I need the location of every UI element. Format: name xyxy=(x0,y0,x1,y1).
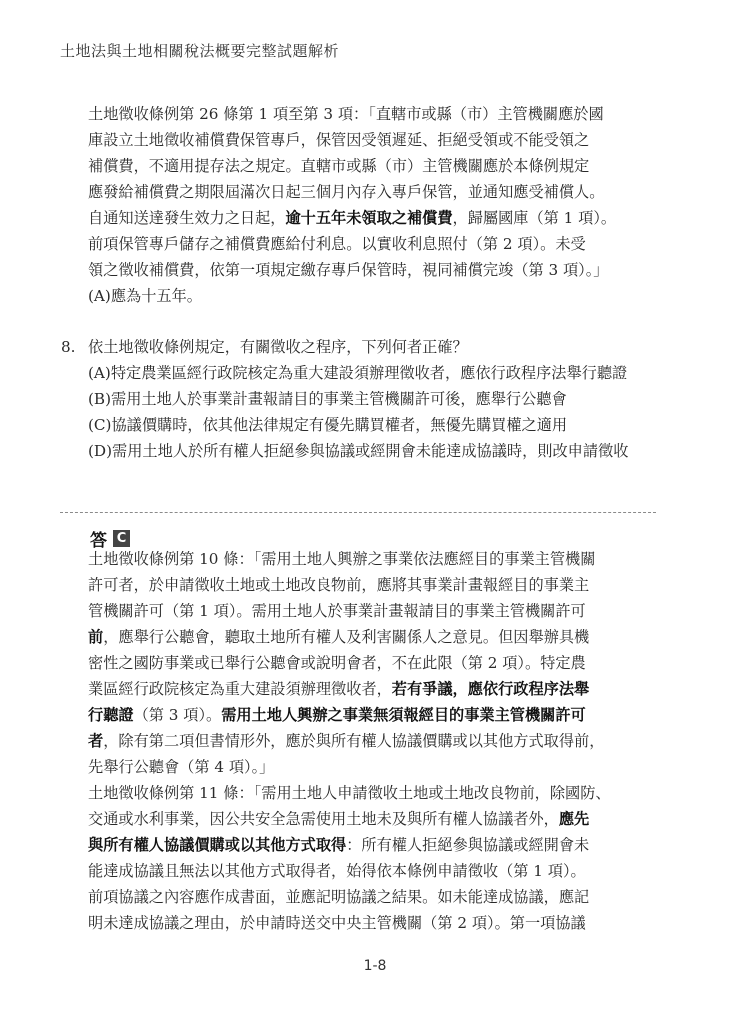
option-letter: (A) xyxy=(88,364,111,382)
text-line xyxy=(88,780,660,806)
text-run: ：所有權人拒絕參與協議或經開會未 xyxy=(346,836,590,854)
text-run: 土地徵收條例第 10 條：「需用土地人興辦之事業依法應經目的事業主管機關 xyxy=(88,550,596,568)
text-line xyxy=(88,179,660,205)
option-text: 協議價購時，依其他法律規定有優先購買權者，無優先購買權之適用 xyxy=(111,416,568,434)
text-run: 前項保管專戶儲存之補償費應給付利息。以實收利息照付（第 2 項）。未受 xyxy=(88,235,586,253)
emphasis-text: 者 xyxy=(88,732,104,750)
text-run: ，除有第二項但書情形外，應於與所有權人協議價購或以其他方式取得前， xyxy=(103,732,605,750)
text-line xyxy=(88,806,660,832)
text-line xyxy=(88,257,660,283)
text-run: ，應舉行公聽會，聽取土地所有權人及利害關係人之意見。但因舉辦具機 xyxy=(103,628,590,646)
text-run: 補償費，不適用提存法之規定。直轄市或縣（市）主管機關應於本條例規定 xyxy=(88,157,590,175)
text-line xyxy=(88,546,660,572)
answer-option xyxy=(88,360,660,386)
text-line xyxy=(88,205,660,231)
text-line xyxy=(88,572,660,598)
emphasis-text: 與所有權人協議價購或以其他方式取得 xyxy=(88,836,347,854)
previous-explanation xyxy=(88,101,660,309)
text-line xyxy=(88,283,660,309)
text-run: 交通或水利事業，因公共安全急需使用土地未及與所有權人協議者外， xyxy=(88,810,559,828)
text-run: 應發給補償費之期限屆滿次日起三個月內存入專戶保管，並通知應受補償人。 xyxy=(88,183,605,201)
answer-option xyxy=(88,386,660,412)
text-run: (A)應為十五年。 xyxy=(88,287,202,305)
text-line xyxy=(88,624,660,650)
text-line xyxy=(88,728,660,754)
text-line xyxy=(88,231,660,257)
emphasis-text: 應先 xyxy=(558,810,590,828)
option-letter: (C) xyxy=(88,416,112,434)
section-divider xyxy=(60,512,656,513)
option-text: 需用土地人於所有權人拒絕參與協議或經開會未能達成協議時，則改申請徵收 xyxy=(112,442,629,460)
text-line xyxy=(88,754,660,780)
emphasis-text: 前 xyxy=(88,628,104,646)
text-line xyxy=(88,832,660,858)
text-line xyxy=(88,598,660,624)
emphasis-text: 行聽證 xyxy=(88,706,134,724)
text-line xyxy=(88,127,660,153)
emphasis-text: 逾十五年未領取之補償費 xyxy=(285,209,453,227)
text-line xyxy=(88,884,660,910)
answer-explanation xyxy=(88,546,660,936)
text-line xyxy=(88,101,660,127)
answer-option xyxy=(88,412,660,438)
text-run: 密性之國防事業或已舉行公聽會或說明會者，不在此限（第 2 項）。特定農 xyxy=(88,654,586,672)
emphasis-text: 若有爭議，應依行政程序法舉 xyxy=(391,680,590,698)
text-run: 庫設立土地徵收補償費保管專戶，保管因受領遲延、拒絕受領或不能受領之 xyxy=(88,131,590,149)
text-line xyxy=(88,702,660,728)
text-run: 許可者，於申請徵收土地或土地改良物前，應將其事業計畫報經目的事業主 xyxy=(88,576,590,594)
text-run: 土地徵收條例第 26 條第 1 項至第 3 項：「直轄市或縣（市）主管機關應於國 xyxy=(88,105,604,123)
text-line xyxy=(88,153,660,179)
text-run: 領之徵收補償費，依第一項規定繳存專戶保管時，視同補償完竣（第 3 項）。」 xyxy=(88,261,609,279)
text-run: （第 3 項）。 xyxy=(133,706,222,724)
text-line xyxy=(88,650,660,676)
text-run: ，歸屬國庫（第 1 項）。 xyxy=(452,209,617,227)
text-run: 明未達成協議之理由，於申請時送交中央主管機關（第 2 項）。第一項協議 xyxy=(88,914,586,932)
page-number: 1-8 xyxy=(363,958,387,974)
text-run: 土地徵收條例第 11 條：「需用土地人申請徵收土地或土地改良物前，除國防、 xyxy=(88,784,611,802)
text-line xyxy=(88,676,660,702)
emphasis-text: 需用土地人興辦之事業無須報經目的事業主管機關許可 xyxy=(221,706,586,724)
running-header: 土地法與土地相關稅法概要完整試題解析 xyxy=(60,42,340,60)
text-run: 先舉行公聽會（第 4 項）。」 xyxy=(88,758,275,776)
text-run: 業區經行政院核定為重大建設須辦理徵收者， xyxy=(88,680,392,698)
text-run: 能達成協議且無法以其他方式取得者，始得依本條例申請徵收（第 1 項）。 xyxy=(88,862,586,880)
text-run: 前項協議之內容應作成書面，並應記明協議之結果。如未能達成協議，應記 xyxy=(88,888,590,906)
option-text: 特定農業區經行政院核定為重大建設須辦理徵收者，應依行政程序法舉行聽證 xyxy=(110,364,628,382)
text-run: 自通知送達發生效力之日起， xyxy=(88,209,286,227)
answer-option xyxy=(88,438,660,464)
answer-choice-badge: C xyxy=(113,530,130,547)
answer-label: 答 xyxy=(90,531,107,551)
text-run: 管機關許可（第 1 項）。需用土地人於事業計畫報請目的事業主管機關許可 xyxy=(88,602,586,620)
option-letter: (D) xyxy=(88,442,113,460)
option-text: 需用土地人於事業計畫報請目的事業主管機關許可後，應舉行公聽會 xyxy=(111,390,567,408)
option-letter: (B) xyxy=(88,390,112,408)
question-number: 8. xyxy=(61,338,76,356)
question-options xyxy=(88,360,660,464)
text-line xyxy=(88,858,660,884)
question-stem: 依土地徵收條例規定，有關徵收之程序，下列何者正確？ xyxy=(88,338,468,356)
text-line xyxy=(88,910,660,936)
